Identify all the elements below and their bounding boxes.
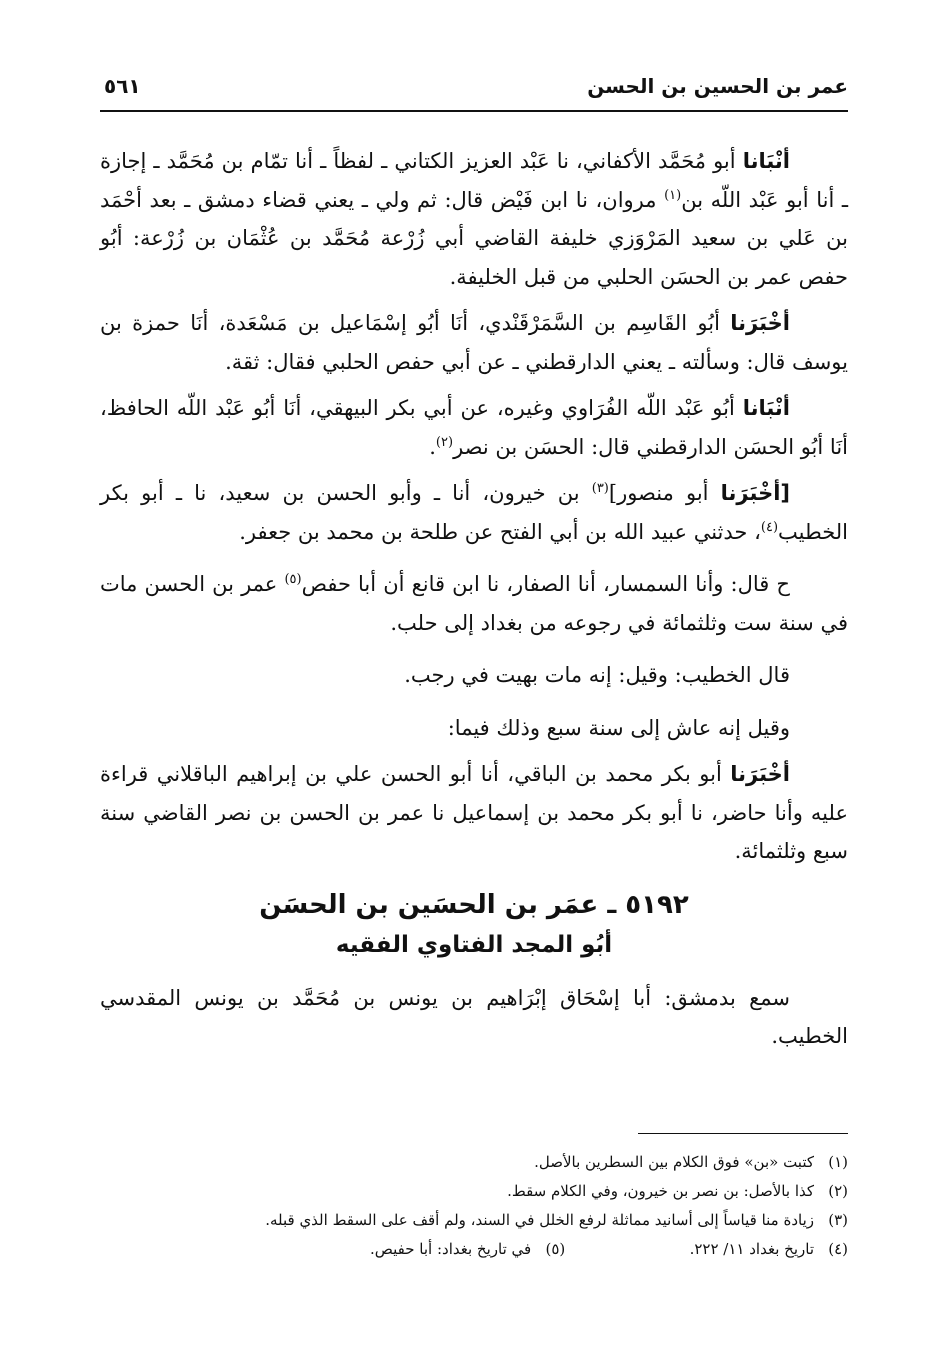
page-number: ٥٦١: [104, 74, 141, 98]
text-run: سمع بدمشق: أبا إسْحَاق إبْرَاهيم بن يونس بن مُحَمَّد بن يونس المقدسي الخطيب.: [100, 985, 848, 1048]
footnote-text: تاريخ بغداد ١١/ ٢٢٢.: [689, 1240, 814, 1258]
text-run: أبُو عَبْد اللّه الفُرَاوي وغيره، عن أبي بكر البيهقي، أنَا أبُو عَبْد اللّه الحافظ، أنَا أبُو الحسَن الدارقطني قال: الحسَن بن نصر: [100, 396, 848, 459]
entry-heading: ٥١٩٢ ـ عمَر بن الحسَين بن الحسَن: [259, 889, 689, 920]
footnote-ref-4[interactable]: (٤): [760, 519, 779, 535]
paragraph-9: [100, 979, 848, 1056]
footnote-2: [100, 1177, 848, 1206]
main-text: [100, 142, 848, 1056]
footnote-1: [100, 1148, 848, 1177]
footnote-5: [370, 1235, 565, 1264]
running-header-title: عمر بن الحسين بن الحسن: [587, 74, 848, 98]
paragraph-6: [100, 656, 848, 695]
text-run: أبو بكر محمد بن الباقي، أنا أبو الحسن علي بن إبراهيم الباقلاني قراءة عليه وأنا حاضر، نا أبو بكر محمد بن إسماعيل نا عمر بن الحسن بن نصر القاضي سنة سبع وثلثمائة.: [100, 762, 848, 863]
paragraph-2: [100, 304, 848, 381]
text-run: ، حدثني عبيد الله بن أبي الفتح عن طلحة بن محمد بن جعفر.: [239, 519, 761, 544]
footnote-text: زيادة منا قياساً إلى أسانيد مماثلة لرفع الخلل في السند، ولم أقف على السقط الذي قبله.: [265, 1211, 814, 1229]
footnote-number: (٣): [828, 1211, 848, 1229]
footnote-ref-1[interactable]: (١): [664, 187, 682, 203]
footnote-number: (٢): [828, 1182, 848, 1200]
footnote-ref-3[interactable]: (٣): [591, 481, 609, 496]
footnotes: [100, 1148, 848, 1264]
footnote-separator: [638, 1133, 848, 1134]
footnote-3: [100, 1206, 848, 1235]
text-run: مروان، نا ابن فَيْض قال: ثم ولي ـ يعني قضاء دمشق ـ بعد أحْمَد بن عَلي بن سعيد المَرْوَزي خليفة القاضي أبي زُرْعة مُحَمَّد بن عُثْمَان بن زُرْعة: أبُو حفص عمر بن الحسَن الحلبي من قبل الخليفة.: [100, 187, 848, 289]
footnote-ref-2[interactable]: (٢): [435, 434, 454, 450]
paragraph-4: [100, 474, 848, 551]
text-run: .: [429, 434, 436, 459]
footnote-number: (١): [828, 1153, 848, 1171]
text-run: أبو مُحَمَّد الأكفاني، نا عَبْد العزيز الكتاني ـ لفظاً ـ أنا تمّام بن مُحَمَّد ـ إجازة ـ أنا أبو عَبْد اللّه بن: [100, 149, 848, 212]
paragraph-5: [100, 565, 848, 642]
text-run: أبُو القَاسِم بن السَّمَرْقَنْدي، أنَا أبُو إسْمَاعيل بن مَسْعَدة، أنَا حمزة بن يوسف قال: وسألته ـ يعني الدارقطني ـ عن أبي حفص الحلبي فقال: ثقة.: [100, 311, 848, 374]
header-rule: [100, 110, 848, 112]
paragraph-1: [100, 142, 848, 296]
footnote-number: (٤): [828, 1240, 848, 1258]
paragraph-8: [100, 755, 848, 871]
keyword-anbana: أنْبَانا: [742, 149, 790, 173]
keyword-akhbarana: أخْبَرَنا: [730, 311, 790, 335]
footnote-4: [690, 1235, 848, 1264]
footnote-text: كذا بالأصل: بن نصر بن خيرون، وفي الكلام سقط.: [507, 1182, 814, 1200]
keyword-akhbarana: أخْبَرَنا: [720, 481, 781, 505]
text-run: أبو منصور]: [608, 481, 721, 505]
entry-subheading: أبُو المجد الفتاوي الفقيه: [335, 931, 613, 958]
paragraph-7: [100, 709, 848, 748]
text-run: قال الخطيب: وقيل: إنه مات بهيت في رجب.: [404, 663, 790, 687]
footnote-number: (٥): [545, 1240, 566, 1258]
text-run: ح قال: وأنا السمسار، أنا الصفار، نا ابن قانع أن أبا حفص: [301, 572, 790, 596]
footnote-ref-5[interactable]: (٥): [284, 572, 302, 587]
text-run: بن خيرون، أنا ـ وأبو الحسن بن سعيد، نا ـ أبو بكر الخطيب: [100, 481, 848, 544]
footnote-text: في تاريخ بغداد: أبا حفيص.: [370, 1240, 532, 1258]
footnote-text: كتبت «بن» فوق الكلام بين السطرين بالأصل.: [534, 1153, 814, 1171]
bracket: [: [780, 481, 791, 505]
text-run: عمر بن الحسن مات في سنة ست وثلثمائة في رجوعه من بغداد إلى حلب.: [100, 572, 848, 635]
text-run: وقيل إنه عاش إلى سنة سبع وذلك فيما:: [447, 715, 790, 740]
footnote-row: [100, 1235, 848, 1264]
paragraph-3: [100, 389, 848, 466]
keyword-anbana: أنْبَانا: [742, 396, 790, 420]
keyword-akhbarana: أخْبَرَنا: [730, 762, 790, 786]
